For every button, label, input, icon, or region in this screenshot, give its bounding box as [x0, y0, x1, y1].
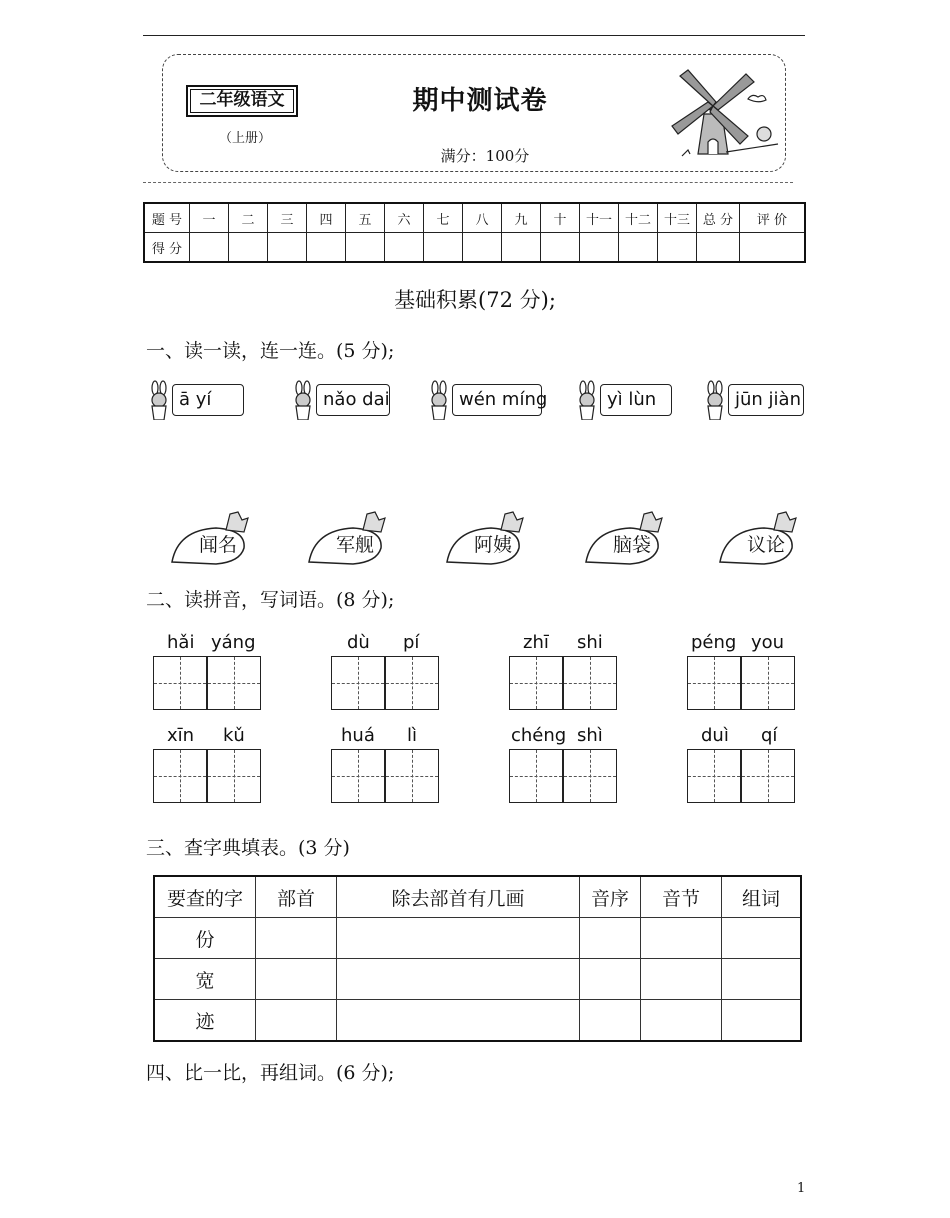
score-cell[interactable]: [541, 233, 580, 263]
dict-answer-cell[interactable]: [337, 1000, 580, 1042]
dict-char-cell: 份: [154, 918, 256, 959]
writing-box[interactable]: [207, 749, 261, 803]
dict-answer-cell[interactable]: [256, 959, 337, 1000]
score-cell[interactable]: [346, 233, 385, 263]
radish-word: 议论: [746, 534, 785, 556]
dict-answer-cell[interactable]: [580, 918, 641, 959]
page-number: 1: [797, 1181, 806, 1196]
score-cell[interactable]: [502, 233, 541, 263]
pinyin-label: dù: [347, 632, 370, 653]
table-row: [144, 203, 805, 233]
score-header-cell: 二: [229, 203, 268, 233]
radish-word: 军舰: [335, 534, 374, 556]
dict-header-cell: 组词: [722, 876, 802, 918]
radish-word: 脑袋: [612, 534, 651, 556]
table-row: [154, 876, 801, 918]
dict-answer-cell[interactable]: [722, 959, 802, 1000]
writing-box[interactable]: [153, 656, 207, 710]
dict-answer-cell[interactable]: [722, 1000, 802, 1042]
score-cell[interactable]: [229, 233, 268, 263]
score-table: [143, 202, 806, 263]
score-header-cell: 八: [463, 203, 502, 233]
score-header-cell: 总 分: [697, 203, 740, 233]
radish-word-card: [168, 508, 258, 568]
dict-answer-cell[interactable]: [337, 959, 580, 1000]
dict-answer-cell[interactable]: [256, 918, 337, 959]
writing-box[interactable]: [741, 656, 795, 710]
radish-word-card: [443, 508, 533, 568]
pinyin-box: yì lùn: [600, 384, 672, 416]
score-header-cell: 十三: [658, 203, 697, 233]
dict-header-cell: 音节: [641, 876, 722, 918]
score-cell[interactable]: [697, 233, 740, 263]
pinyin-label: hǎi: [167, 632, 195, 653]
pinyin-label: pí: [403, 632, 420, 653]
writing-box[interactable]: [385, 749, 439, 803]
radish-word-card: [582, 508, 672, 568]
table-row: [154, 1000, 801, 1042]
score-cell[interactable]: [463, 233, 502, 263]
dict-answer-cell[interactable]: [580, 959, 641, 1000]
writing-box[interactable]: [207, 656, 261, 710]
full-score: 满分：100分: [440, 147, 530, 165]
score-header-cell: 十: [541, 203, 580, 233]
table-row: [154, 959, 801, 1000]
radish-word: 闻名: [198, 534, 237, 556]
writing-box[interactable]: [687, 749, 741, 803]
header-divider: [143, 182, 793, 183]
pinyin-label: xīn: [167, 725, 195, 746]
score-header-cell: 六: [385, 203, 424, 233]
dict-char-cell: 宽: [154, 959, 256, 1000]
windmill-illustration-icon: [668, 64, 784, 164]
writing-box[interactable]: [331, 656, 385, 710]
dict-header-cell: 除去部首有几画: [337, 876, 580, 918]
pinyin-label: péng: [691, 632, 737, 653]
pinyin-label: shì: [577, 725, 603, 746]
pinyin-label: zhī: [523, 632, 549, 653]
pinyin-box: ā yí: [172, 384, 244, 416]
score-cell[interactable]: [385, 233, 424, 263]
pinyin-label: you: [751, 632, 785, 653]
table-row: [144, 233, 805, 263]
dict-answer-cell[interactable]: [256, 1000, 337, 1042]
writing-box[interactable]: [153, 749, 207, 803]
top-rule: [143, 35, 805, 36]
dict-header-cell: 要查的字: [154, 876, 256, 918]
grade-badge: 二年级语文: [186, 85, 298, 117]
score-cell[interactable]: [658, 233, 697, 263]
question-3-title: 三、查字典填表。(3 分): [146, 837, 350, 859]
score-cell[interactable]: [190, 233, 229, 263]
radish-word-card: [716, 508, 806, 568]
score-header-cell: 五: [346, 203, 385, 233]
radish-word-card: [305, 508, 395, 568]
score-cell[interactable]: [307, 233, 346, 263]
writing-box[interactable]: [687, 656, 741, 710]
score-header-cell: 四: [307, 203, 346, 233]
dict-answer-cell[interactable]: [641, 918, 722, 959]
dict-header-cell: 部首: [256, 876, 337, 918]
exam-title: 期中测试卷: [412, 86, 548, 116]
score-header-cell: 十二: [619, 203, 658, 233]
dict-answer-cell[interactable]: [580, 1000, 641, 1042]
pinyin-label: chéng: [511, 725, 567, 746]
pinyin-label: yáng: [211, 632, 256, 653]
question-4-title: 四、比一比，再组词。(6 分);: [146, 1062, 395, 1084]
score-header-cell: 七: [424, 203, 463, 233]
score-cell[interactable]: [580, 233, 619, 263]
section-title: 基础积累(72 分);: [394, 288, 556, 312]
score-cell[interactable]: [424, 233, 463, 263]
dict-answer-cell[interactable]: [337, 918, 580, 959]
pinyin-label: duì: [701, 725, 729, 746]
pinyin-label: huá: [341, 725, 375, 746]
volume-label: （上册）: [218, 131, 271, 146]
score-cell[interactable]: [619, 233, 658, 263]
pinyin-box: nǎo dai: [316, 384, 390, 416]
writing-box[interactable]: [563, 749, 617, 803]
dict-answer-cell[interactable]: [641, 959, 722, 1000]
question-1-title: 一、读一读，连一连。(5 分);: [146, 340, 395, 362]
pinyin-label: kǔ: [223, 725, 245, 746]
score-header-cell: 三: [268, 203, 307, 233]
dict-answer-cell[interactable]: [641, 1000, 722, 1042]
score-header-cell: 九: [502, 203, 541, 233]
pinyin-label: shi: [577, 632, 603, 653]
question-2-title: 二、读拼音，写词语。(8 分);: [146, 589, 395, 611]
score-cell[interactable]: [740, 233, 806, 263]
pinyin-box: wén míng: [452, 384, 542, 416]
writing-box[interactable]: [331, 749, 385, 803]
table-row: [154, 918, 801, 959]
writing-box[interactable]: [563, 656, 617, 710]
dictionary-table: [153, 875, 802, 1042]
pinyin-box: jūn jiàn: [728, 384, 804, 416]
radish-word: 阿姨: [473, 534, 512, 556]
dict-char-cell: 迹: [154, 1000, 256, 1042]
dict-header-cell: 音序: [580, 876, 641, 918]
dict-answer-cell[interactable]: [722, 918, 802, 959]
writing-box[interactable]: [509, 749, 563, 803]
score-header-cell: 题 号: [144, 203, 190, 233]
score-header-cell: 一: [190, 203, 229, 233]
score-row-label: 得 分: [144, 233, 190, 263]
pinyin-label: lì: [407, 725, 418, 746]
writing-box[interactable]: [741, 749, 795, 803]
score-header-cell: 评 价: [740, 203, 806, 233]
score-header-cell: 十一: [580, 203, 619, 233]
writing-box[interactable]: [509, 656, 563, 710]
writing-box[interactable]: [385, 656, 439, 710]
pinyin-label: qí: [761, 725, 778, 746]
score-cell[interactable]: [268, 233, 307, 263]
